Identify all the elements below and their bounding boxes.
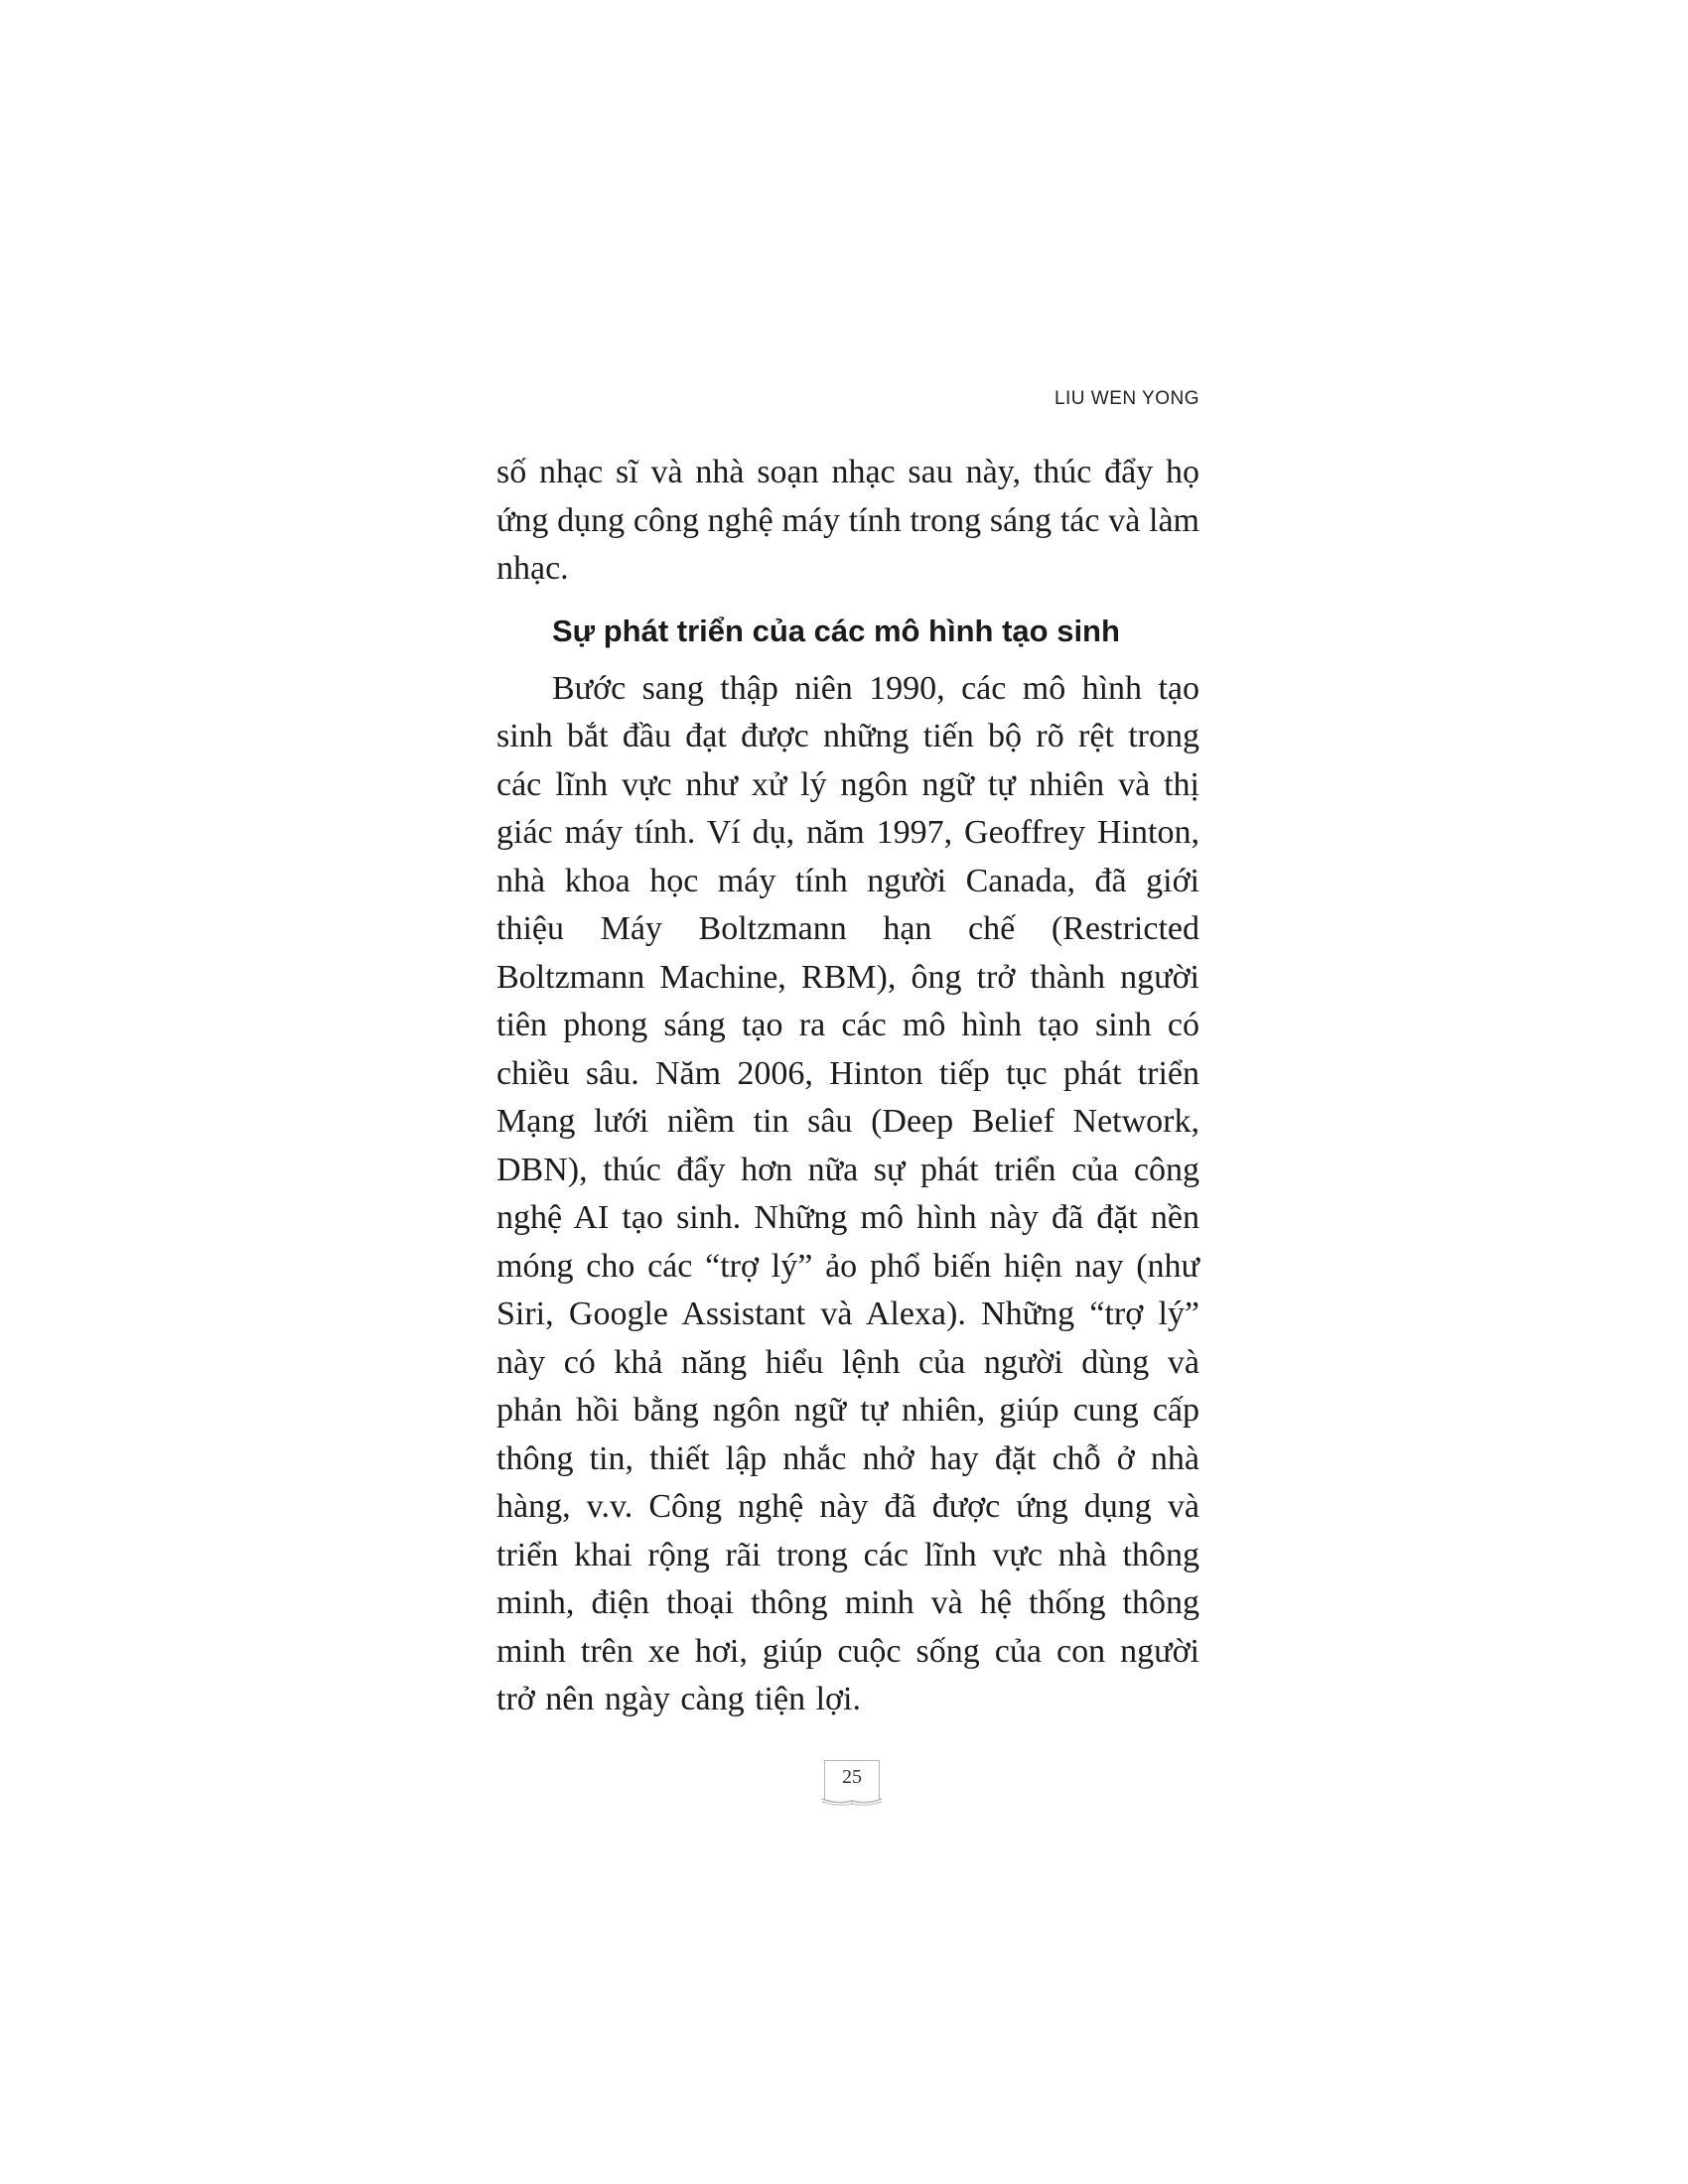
body-text: [496, 449, 1199, 1724]
open-book-icon: [820, 1798, 884, 1806]
page-number: 25: [842, 1766, 862, 1788]
body-paragraph: Bước sang thập niên 1990, các mô hình tạo sinh bắt đầu đạt được những tiến bộ rõ rệt trong các lĩnh vực như xử lý ngôn ngữ tự nhiên và thị giác máy tính. Ví dụ, năm 1997, Geoffrey Hinton, nhà khoa học máy tính người Canada, đã giới thiệu Máy Boltzmann hạn chế (Restricted Boltzmann Machine, RBM), ông trở thành người tiên phong sáng tạo ra các mô hình tạo sinh có chiều sâu. Năm 2006, Hinton tiếp tục phát triển Mạng lưới niềm tin sâu (Deep Belief Network, DBN), thúc đẩy hơn nữa sự phát triển của công nghệ AI tạo sinh. Những mô hình này đã đặt nền móng cho các “trợ lý” ảo phổ biến hiện nay (như Siri, Google Assistant và Alexa). Những “trợ lý” này có khả năng hiểu lệnh của người dùng và phản hồi bằng ngôn ngữ tự nhiên, giúp cung cấp thông tin, thiết lập nhắc nhở hay đặt chỗ ở nhà hàng, v.v. Công nghệ này đã được ứng dụng và triển khai rộng rãi trong các lĩnh vực nhà thông minh, điện thoại thông minh và hệ thống thông minh trên xe hơi, giúp cuộc sống của con người trở nên ngày càng tiện lợi.: [496, 669, 1199, 1717]
section-heading: Sự phát triển của các mô hình tạo sinh: [552, 613, 1120, 648]
page-number-ornament: [820, 1760, 884, 1808]
running-header: LIU WEN YONG: [1054, 388, 1199, 409]
continuation-paragraph: số nhạc sĩ và nhà soạn nhạc sau này, thúc đẩy họ ứng dụng công nghệ máy tính trong sáng tác và làm nhạc.: [496, 454, 1199, 587]
